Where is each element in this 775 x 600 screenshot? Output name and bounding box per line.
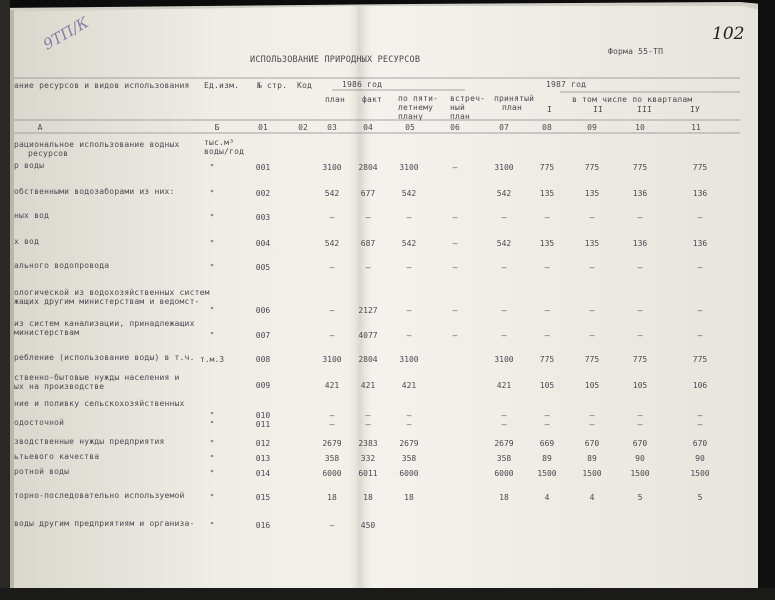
row-value-line: 011	[255, 420, 271, 429]
row-value-q2: –	[589, 420, 595, 429]
row-name: жащих другим министерствам и ведомст-	[14, 297, 200, 306]
row-value-fiveyr: 358	[401, 454, 417, 463]
row-unit: "	[209, 420, 215, 429]
row-value-q2: –	[589, 306, 595, 315]
row-value-fiveyr: 421	[401, 381, 417, 390]
header-unit: Ед.изм.	[204, 81, 240, 90]
row-value-accepted: –	[501, 306, 507, 315]
row-value-counter: –	[452, 163, 458, 172]
row-value-accepted: –	[501, 213, 507, 222]
row-value-line: 006	[255, 306, 271, 315]
row-value-fiveyr: –	[406, 331, 412, 340]
row-value-fiveyr: –	[406, 411, 412, 420]
row-value-q1: 4	[544, 493, 550, 502]
row-value-fact: 332	[360, 454, 376, 463]
row-value-q4: 775	[692, 355, 708, 364]
header-name: ание ресурсов и видов использования	[14, 81, 190, 90]
header-counter-2: ный	[450, 103, 466, 112]
row-value-plan: –	[329, 263, 335, 272]
row-value-q4: 775	[692, 163, 708, 172]
header-five-year-2: летнему	[398, 103, 434, 112]
row-value-fact: 6011	[358, 469, 378, 478]
row-value-q1: 135	[539, 239, 555, 248]
section-unit-line2: воды/год	[204, 147, 245, 156]
header-q1: I	[547, 105, 553, 114]
header-year-1987: 1987 год	[546, 80, 587, 89]
row-value-fiveyr: 542	[401, 239, 417, 248]
header-plan: план	[325, 95, 346, 104]
row-value-q2: 775	[584, 163, 600, 172]
header-quarters-title: в том числе по кварталам	[572, 95, 693, 104]
row-value-plan: 542	[324, 239, 340, 248]
row-value-plan: 542	[324, 189, 340, 198]
row-name: из систем канализации, принадлежащих	[14, 319, 195, 328]
row-name: х вод	[14, 237, 40, 246]
row-value-plan: –	[329, 306, 335, 315]
row-value-fiveyr: 6000	[399, 469, 419, 478]
row-value-fact: 450	[360, 521, 376, 530]
row-value-plan: 6000	[322, 469, 342, 478]
row-unit: "	[209, 331, 215, 340]
section-heading-line2: ресурсов	[28, 149, 69, 158]
row-value-fact: 2127	[358, 306, 378, 315]
header-q2: II	[593, 105, 604, 114]
row-name: ых на производстве	[14, 382, 105, 391]
row-unit: "	[209, 469, 215, 478]
row-name: ние и поливку сельскохозяйственных	[14, 399, 185, 408]
row-value-q2: 89	[587, 454, 597, 463]
row-value-fact: 687	[360, 239, 376, 248]
row-value-fact: 2383	[358, 439, 378, 448]
header-counter-3: план	[450, 112, 471, 121]
header-line-no: № стр.	[257, 81, 288, 90]
row-value-q4: 136	[692, 189, 708, 198]
row-unit: "	[209, 454, 215, 463]
row-value-q4: 5	[697, 493, 703, 502]
row-value-accepted: 2679	[494, 439, 514, 448]
row-unit: "	[209, 189, 215, 198]
row-name: воды другим предприятиям и организа-	[14, 519, 195, 528]
row-value-plan: 18	[327, 493, 337, 502]
row-value-fact: –	[365, 411, 371, 420]
row-value-plan: 3100	[322, 163, 342, 172]
row-unit: "	[209, 306, 215, 315]
row-value-line: 003	[255, 213, 271, 222]
row-value-line: 005	[255, 263, 271, 272]
row-value-line: 014	[255, 469, 271, 478]
form-label: Форма 55-ТП	[608, 47, 664, 56]
row-unit: "	[209, 439, 215, 448]
row-value-q2: 135	[584, 189, 600, 198]
row-value-fiveyr: 3100	[399, 163, 419, 172]
row-value-q1: –	[544, 306, 550, 315]
header-q3: III	[637, 105, 653, 114]
row-value-line: 016	[255, 521, 271, 530]
row-value-q2: –	[589, 411, 595, 420]
row-value-q3: 775	[632, 163, 648, 172]
row-name: ротной воды	[14, 467, 70, 476]
row-value-line: 012	[255, 439, 271, 448]
column-code: А	[37, 123, 43, 132]
header-fact: факт	[362, 95, 383, 104]
row-value-q1: –	[544, 420, 550, 429]
row-value-accepted: 18	[499, 493, 509, 502]
row-value-q4: –	[697, 213, 703, 222]
row-value-q4: 136	[692, 239, 708, 248]
row-value-q1: 669	[539, 439, 555, 448]
row-value-q1: 775	[539, 355, 555, 364]
row-value-q4: –	[697, 420, 703, 429]
row-value-line: 010	[255, 411, 271, 420]
row-value-fiveyr: –	[406, 213, 412, 222]
row-value-plan: 421	[324, 381, 340, 390]
row-value-q1: 775	[539, 163, 555, 172]
row-value-q2: –	[589, 213, 595, 222]
row-unit: т.м.3	[200, 355, 225, 364]
row-value-q3: –	[637, 263, 643, 272]
row-value-q3: 105	[632, 381, 648, 390]
column-code: 10	[635, 123, 645, 132]
row-value-plan: –	[329, 213, 335, 222]
column-code: 07	[499, 123, 509, 132]
row-value-q3: 775	[632, 355, 648, 364]
row-unit: "	[209, 493, 215, 502]
row-name: ального водопровода	[14, 261, 110, 270]
row-value-line: 004	[255, 239, 271, 248]
row-value-line: 013	[255, 454, 271, 463]
row-value-q1: 135	[539, 189, 555, 198]
row-name: торно-последовательно используемой	[14, 491, 185, 500]
row-value-plan: 2679	[322, 439, 342, 448]
row-value-accepted: 421	[496, 381, 512, 390]
row-value-fact: 18	[363, 493, 373, 502]
row-unit: "	[209, 163, 215, 172]
row-value-q2: 1500	[582, 469, 602, 478]
header-five-year-3: плану	[398, 112, 424, 121]
row-value-q2: –	[589, 263, 595, 272]
row-value-plan: 358	[324, 454, 340, 463]
row-value-fiveyr: 2679	[399, 439, 419, 448]
row-value-plan: –	[329, 331, 335, 340]
row-value-accepted: –	[501, 331, 507, 340]
row-name: одосточной	[14, 418, 65, 427]
row-value-q4: 90	[695, 454, 705, 463]
row-value-fact: 677	[360, 189, 376, 198]
row-value-q3: 136	[632, 189, 648, 198]
row-value-counter: –	[452, 239, 458, 248]
row-value-fiveyr: –	[406, 263, 412, 272]
row-value-fiveyr: –	[406, 306, 412, 315]
row-value-q2: –	[589, 331, 595, 340]
row-value-plan: –	[329, 521, 335, 530]
row-value-q3: –	[637, 213, 643, 222]
row-unit: "	[209, 239, 215, 248]
row-value-q3: –	[637, 331, 643, 340]
row-value-q4: 106	[692, 381, 708, 390]
row-value-accepted: 542	[496, 239, 512, 248]
row-name: зводственные нужды предприятия	[14, 437, 165, 446]
row-value-fiveyr: 3100	[399, 355, 419, 364]
row-name: министерствам	[14, 328, 80, 337]
row-value-accepted: 3100	[494, 163, 514, 172]
section-heading-line1: рациональное использование водных	[14, 140, 180, 149]
row-value-fiveyr: 542	[401, 189, 417, 198]
row-value-fact: 2804	[358, 163, 378, 172]
row-value-q3: 90	[635, 454, 645, 463]
row-value-fact: –	[365, 213, 371, 222]
row-value-q4: –	[697, 306, 703, 315]
row-value-plan: 3100	[322, 355, 342, 364]
row-name: ственно-бытовые нужды населения и	[14, 373, 180, 382]
row-value-plan: –	[329, 411, 335, 420]
row-value-counter: –	[452, 331, 458, 340]
column-code: 09	[587, 123, 597, 132]
header-accepted-2: план	[502, 103, 523, 112]
row-value-q1: –	[544, 213, 550, 222]
header-code: Код	[297, 81, 313, 90]
row-value-line: 009	[255, 381, 271, 390]
row-value-line: 008	[255, 355, 271, 364]
row-value-q3: 670	[632, 439, 648, 448]
column-code: 04	[363, 123, 373, 132]
row-value-accepted: 3100	[494, 355, 514, 364]
header-counter-1: встреч-	[450, 94, 486, 103]
row-value-q1: –	[544, 263, 550, 272]
row-value-q4: –	[697, 331, 703, 340]
document-title: ИСПОЛЬЗОВАНИЕ ПРИРОДНЫХ РЕСУРСОВ	[250, 55, 421, 65]
row-value-q3: –	[637, 306, 643, 315]
column-code: 03	[327, 123, 337, 132]
row-value-accepted: –	[501, 263, 507, 272]
column-code: 06	[450, 123, 460, 132]
row-value-fiveyr: –	[406, 420, 412, 429]
row-value-line: 007	[255, 331, 271, 340]
row-name: обственными водозаборами из них:	[14, 187, 175, 196]
header-accepted-1: принятый	[494, 94, 535, 103]
row-value-fact: –	[365, 263, 371, 272]
column-code: 01	[258, 123, 268, 132]
section-unit-line1: тыс.м³	[204, 138, 235, 147]
column-code: 05	[405, 123, 415, 132]
row-value-fact: 421	[360, 381, 376, 390]
row-value-fact: 2804	[358, 355, 378, 364]
header-q4: IУ	[690, 105, 701, 114]
row-value-q3: 136	[632, 239, 648, 248]
row-name: р воды	[14, 161, 45, 170]
column-code: 02	[298, 123, 308, 132]
row-value-accepted: 358	[496, 454, 512, 463]
column-code: Б	[214, 123, 220, 132]
row-value-accepted: –	[501, 411, 507, 420]
row-value-q3: 1500	[630, 469, 650, 478]
row-value-q1: –	[544, 331, 550, 340]
row-unit: "	[209, 263, 215, 272]
row-value-q4: –	[697, 263, 703, 272]
row-value-line: 015	[255, 493, 271, 502]
row-name: ологической из водохозяйственных систем	[14, 288, 210, 297]
row-value-q2: 105	[584, 381, 600, 390]
row-value-fact: 4077	[358, 331, 378, 340]
row-value-q1: 1500	[537, 469, 557, 478]
row-value-counter: –	[452, 263, 458, 272]
row-value-q4: 1500	[690, 469, 710, 478]
row-value-q4: –	[697, 411, 703, 420]
row-value-q1: –	[544, 411, 550, 420]
header-year-1986: 1986 год	[342, 80, 383, 89]
row-name: ных вод	[14, 211, 50, 220]
row-value-accepted: –	[501, 420, 507, 429]
row-value-plan: –	[329, 420, 335, 429]
row-value-counter: –	[452, 306, 458, 315]
row-value-q1: 89	[542, 454, 552, 463]
row-name: ребление (использование воды) в т.ч.	[14, 353, 195, 362]
row-unit: "	[209, 411, 215, 420]
row-value-q3: –	[637, 420, 643, 429]
row-value-q3: –	[637, 411, 643, 420]
row-value-accepted: 542	[496, 189, 512, 198]
row-value-q2: 4	[589, 493, 595, 502]
row-value-q2: 670	[584, 439, 600, 448]
row-unit: "	[209, 213, 215, 222]
header-five-year-1: по пяти-	[398, 94, 439, 103]
row-value-accepted: 6000	[494, 469, 514, 478]
row-value-q1: 105	[539, 381, 555, 390]
row-value-line: 002	[255, 189, 271, 198]
row-value-q2: 775	[584, 355, 600, 364]
column-code: 08	[542, 123, 552, 132]
row-value-q3: 5	[637, 493, 643, 502]
row-unit: "	[209, 521, 215, 530]
row-value-fiveyr: 18	[404, 493, 414, 502]
row-name: ьтьевого качества	[14, 452, 100, 461]
margin-note: 9ТП/К	[40, 13, 92, 54]
row-value-fact: –	[365, 420, 371, 429]
row-value-line: 001	[255, 163, 271, 172]
column-code: 11	[691, 123, 701, 132]
page-number: 102	[712, 24, 745, 44]
row-value-counter: –	[452, 213, 458, 222]
row-value-q4: 670	[692, 439, 708, 448]
row-value-q2: 135	[584, 239, 600, 248]
